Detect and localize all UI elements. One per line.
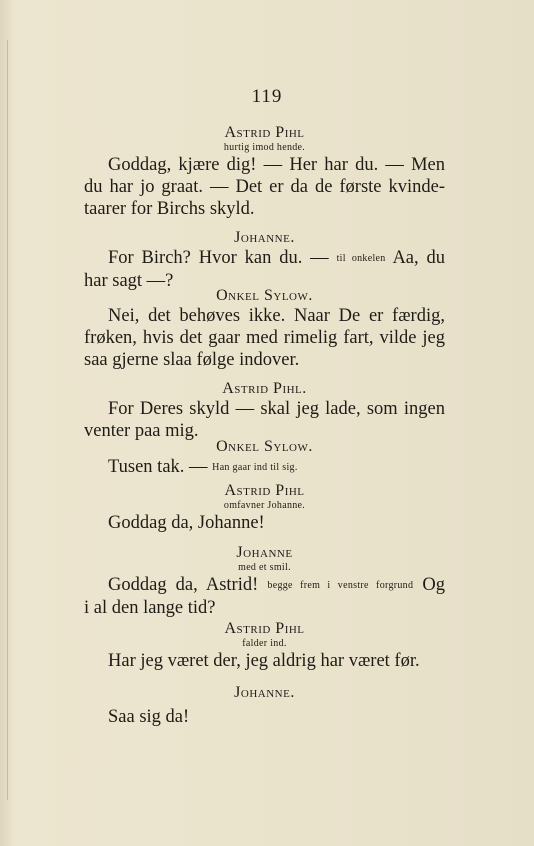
speaker-name: Astrid Pihl — [224, 482, 305, 499]
dialogue-line: i al den lange tid? — [84, 598, 216, 618]
page-edge-line — [7, 40, 8, 800]
dialogue-text: For Birch? Hvor kan du. — — [108, 248, 329, 268]
dialogue-line: Har jeg været der, jeg aldrig har været før. — [108, 651, 420, 671]
dialogue-line: Saa sig da! — [108, 707, 190, 727]
dialogue-line: Goddag, kjære dig! — Her har du. — Men — [108, 155, 445, 175]
stage-direction: med et smil. — [238, 562, 291, 573]
speaker-name: Onkel Sylow. — [216, 287, 313, 304]
stage-direction-inline: til onkelen — [336, 253, 386, 264]
dialogue-block-astrid-2 — [84, 380, 445, 442]
dialogue-text: Aa, du — [392, 248, 445, 268]
page-number: 119 — [251, 86, 283, 107]
stage-direction: falder ind. — [242, 638, 287, 649]
dialogue-block-johanne-3 — [84, 684, 445, 728]
dialogue-line: du har jo graat. — Det er da de første kvinde- — [84, 177, 445, 197]
dialogue-text: Goddag da, Astrid! — [108, 575, 259, 595]
dialogue-block-astrid-4 — [84, 620, 445, 672]
dialogue-block-johanne-2 — [84, 544, 445, 619]
speaker-name: Onkel Sylow. — [216, 438, 313, 455]
dialogue-block-onkel-1 — [84, 287, 445, 371]
dialogue-text: Og — [422, 575, 446, 595]
dialogue-text: Tusen tak. — — [108, 457, 208, 477]
speaker-name: Astrid Pihl — [224, 620, 305, 637]
speaker-name: Johanne. — [234, 684, 295, 701]
speaker-name: Astrid Pihl — [224, 124, 305, 141]
dialogue-line: har sagt —? — [84, 271, 174, 291]
dialogue-block-astrid-3 — [84, 482, 445, 534]
dialogue-line: Nei, det behøves ikke. Naar De er færdig, — [108, 306, 445, 326]
dialogue-line — [84, 247, 445, 270]
speaker-name: Johanne. — [234, 229, 295, 246]
dialogue-block-johanne-1 — [84, 229, 445, 292]
dialogue-block-astrid-1 — [84, 124, 445, 220]
stage-direction-inline: begge frem i venstre forgrund — [267, 580, 414, 591]
dialogue-line: Goddag da, Johanne! — [108, 513, 265, 533]
dialogue-line: For Deres skyld — skal jeg lade, som ingen — [108, 399, 445, 419]
stage-direction-inline: Han gaar ind til sig. — [212, 462, 298, 473]
stage-direction: hurtig imod hende. — [223, 142, 306, 153]
stage-direction: omfavner Johanne. — [223, 500, 306, 511]
dialogue-line: saa gjerne slaa følge indover. — [84, 350, 300, 370]
dialogue-line: frøken, hvis det gaar med rimelig fart, vilde jeg — [84, 328, 445, 348]
speaker-name: Johanne — [236, 544, 293, 561]
dialogue-line — [84, 456, 445, 479]
speaker-name: Astrid Pihl. — [222, 380, 307, 397]
dialogue-line: taarer for Birchs skyld. — [84, 199, 255, 219]
dialogue-block-onkel-2 — [84, 438, 445, 479]
dialogue-line — [84, 574, 445, 597]
dialogue-line: venter paa mig. — [84, 421, 199, 441]
